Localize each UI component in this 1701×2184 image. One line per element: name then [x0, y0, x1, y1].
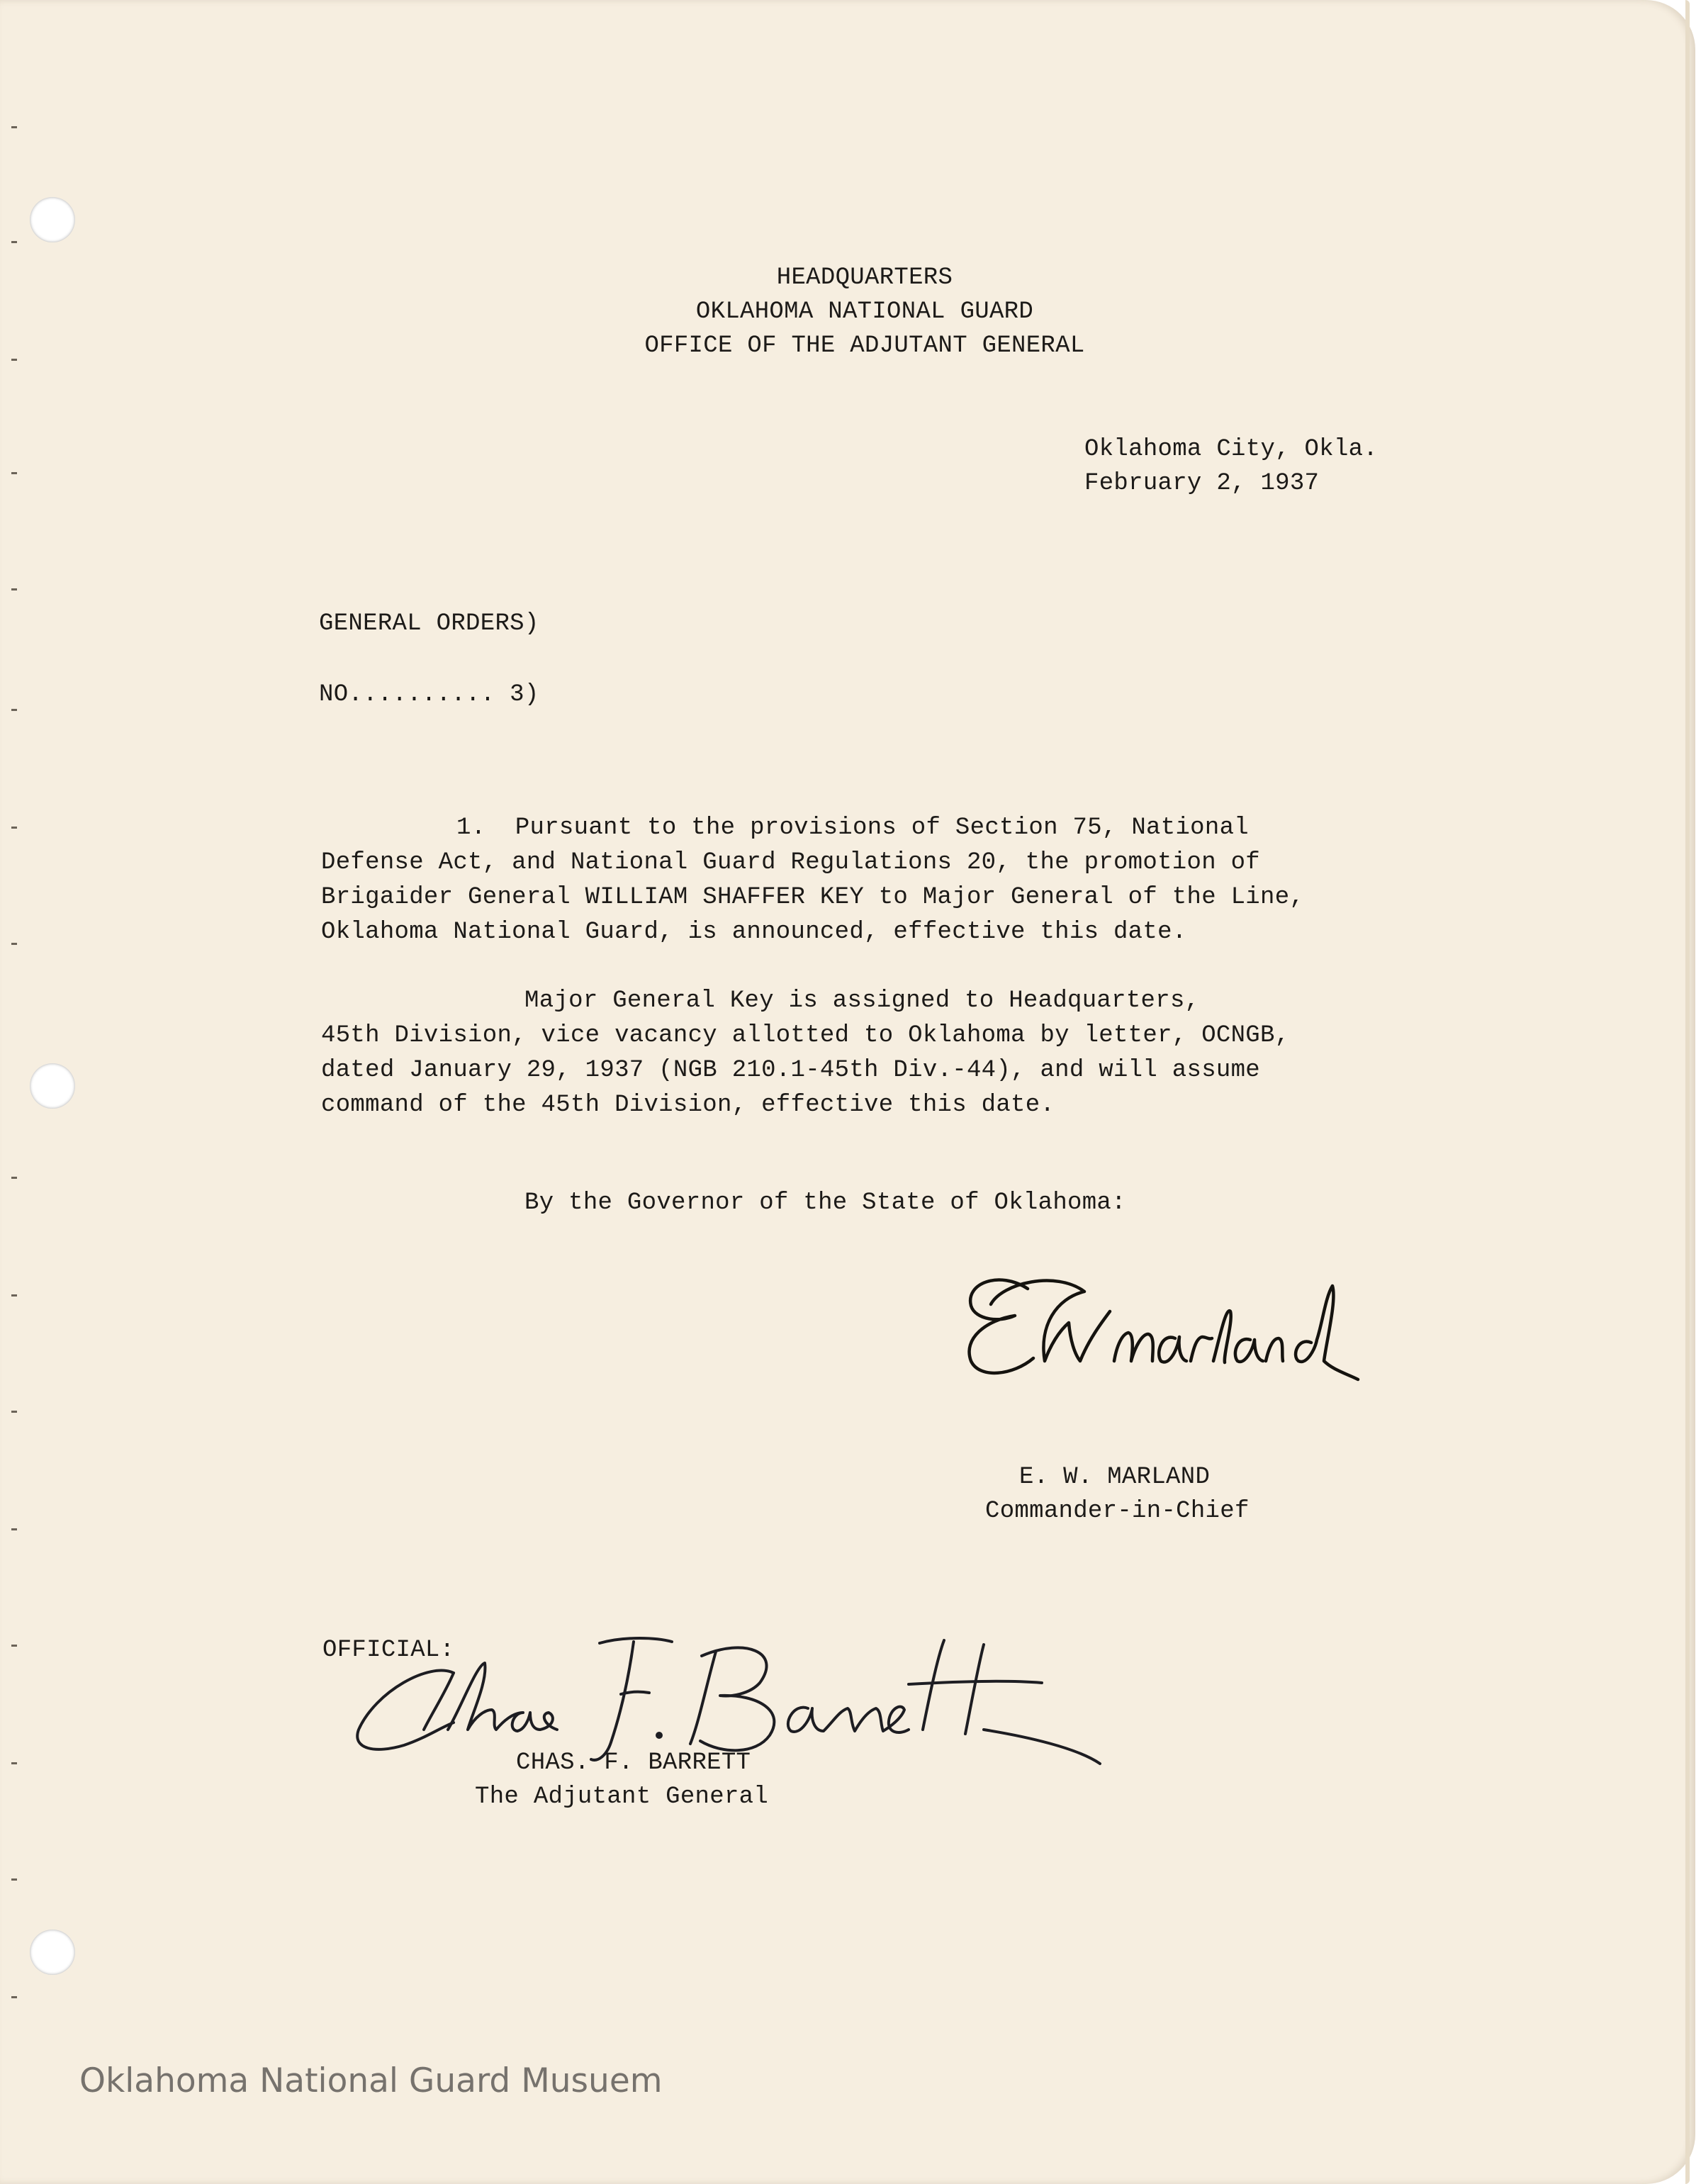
margin-tick [11, 1878, 17, 1881]
binder-hole-middle [30, 1063, 75, 1109]
general-orders-label: GENERAL ORDERS) [319, 610, 539, 637]
margin-tick [11, 1294, 17, 1297]
order-number: NO.......... 3) [319, 681, 539, 708]
margin-tick [11, 1177, 17, 1179]
adjutant-general-name: CHAS. F. BARRETT [516, 1749, 751, 1776]
paragraph-1-line-4: Oklahoma National Guard, is announced, effective this date. [321, 919, 1187, 946]
binder-hole-top [30, 197, 75, 242]
official-label: OFFICIAL: [322, 1637, 455, 1664]
margin-tick [11, 1645, 17, 1647]
page-edge [1685, 0, 1690, 2184]
margin-tick [11, 709, 17, 711]
date-line: February 2, 1937 [1084, 470, 1320, 497]
paragraph-2-line-1: Major General Key is assigned to Headquarters, [524, 987, 1200, 1014]
letterhead-line-1: HEADQUARTERS [776, 264, 953, 291]
paragraph-1-line-1: 1. Pursuant to the provisions of Section 75, National [456, 814, 1249, 841]
margin-tick [11, 126, 17, 128]
margin-tick [11, 472, 17, 474]
margin-tick [11, 1762, 17, 1764]
adjutant-general-title: The Adjutant General [475, 1783, 769, 1810]
governor-name: E. W. MARLAND [1019, 1464, 1211, 1491]
margin-tick [11, 359, 17, 361]
paragraph-1-line-3: Brigaider General WILLIAM SHAFFER KEY to Major General of the Line, [321, 884, 1305, 911]
governor-title: Commander-in-Chief [985, 1498, 1250, 1525]
letterhead-line-2: OKLAHOMA NATIONAL GUARD [695, 298, 1034, 325]
margin-tick [11, 943, 17, 945]
margin-tick [11, 1411, 17, 1413]
margin-tick [11, 588, 17, 590]
margin-tick [11, 1528, 17, 1530]
binder-hole-bottom [30, 1930, 75, 1975]
margin-tick [11, 1996, 17, 1998]
place-line: Oklahoma City, Okla. [1084, 436, 1379, 463]
letterhead-line-3: OFFICE OF THE ADJUTANT GENERAL [644, 332, 1085, 359]
paragraph-2-line-4: command of the 45th Division, effective this date. [321, 1092, 1055, 1119]
paragraph-2-line-2: 45th Division, vice vacancy allotted to Oklahoma by letter, OCNGB, [321, 1022, 1290, 1049]
margin-tick [11, 827, 17, 829]
authority-line: By the Governor of the State of Oklahoma: [524, 1189, 1126, 1216]
paragraph-1-line-2: Defense Act, and National Guard Regulations 20, the promotion of [321, 849, 1261, 876]
margin-tick [11, 241, 17, 243]
paragraph-2-line-3: dated January 29, 1937 (NGB 210.1-45th Div.-44), and will assume [321, 1057, 1261, 1084]
museum-watermark: Oklahoma National Guard Musuem [79, 2061, 663, 2100]
governor-signature [950, 1255, 1375, 1396]
